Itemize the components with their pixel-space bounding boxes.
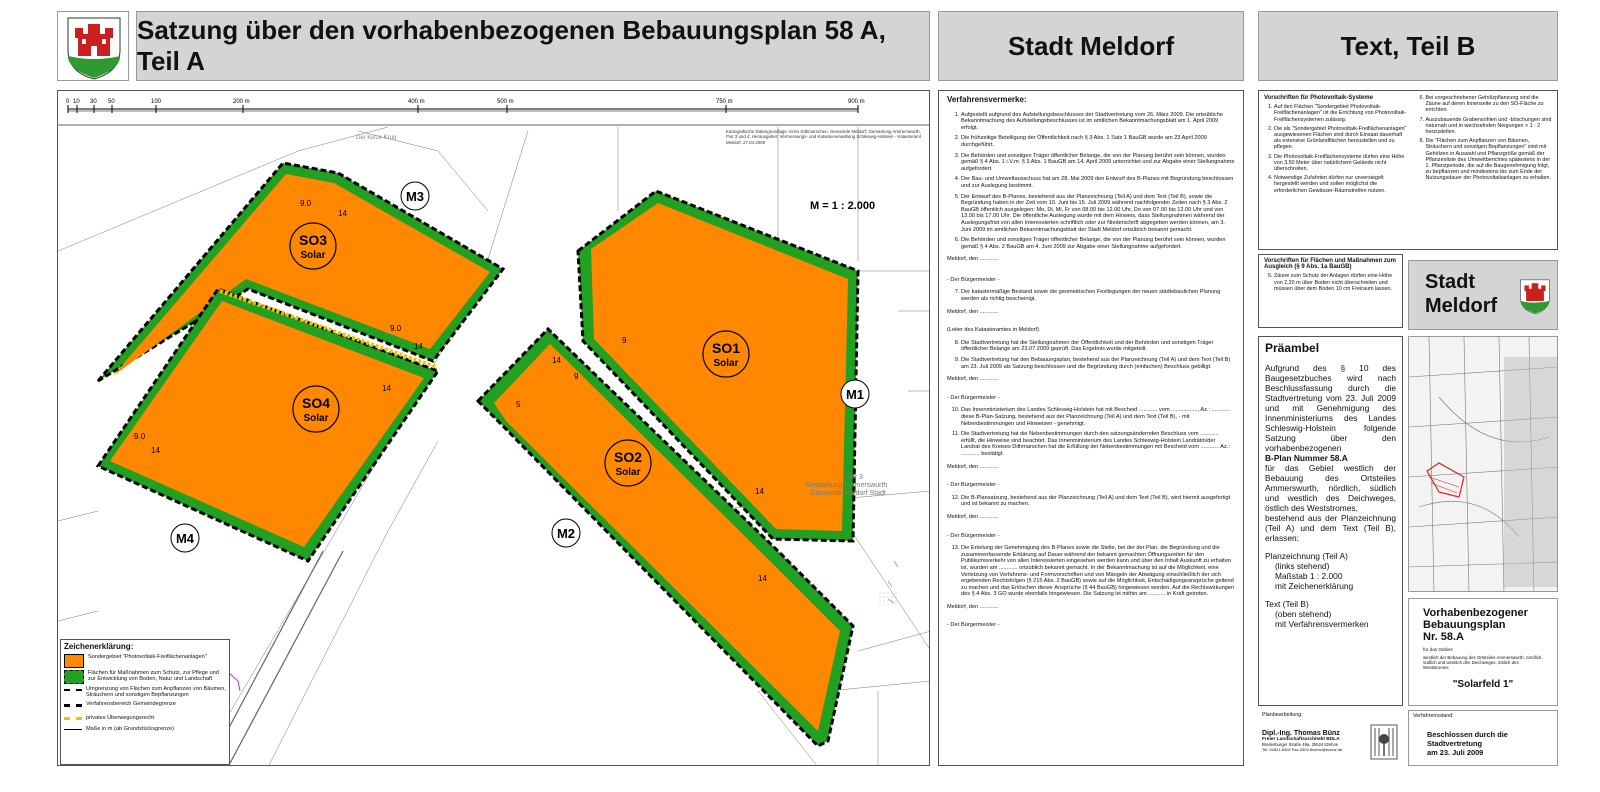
marker-label: M4 bbox=[175, 531, 195, 546]
legend-text: Maße in m (ab Grundstücksgrenze) bbox=[86, 725, 174, 732]
main-title: Satzung über den vorhabenbezogenen Bebauungsplan 58 A, Teil A bbox=[137, 15, 886, 76]
verfahrensstand-line: Beschlossen durch die bbox=[1427, 730, 1508, 739]
verfahrensstand-label: Verfahrensstand: bbox=[1413, 713, 1454, 719]
city-line2: Meldorf bbox=[1425, 295, 1498, 317]
dimension-label: 9 bbox=[622, 336, 627, 345]
signature-role: - Der Bürgermeister - bbox=[947, 482, 1000, 489]
fuer-gebiet: für das Gebiet: bbox=[1423, 647, 1454, 652]
dimension-label: 14 bbox=[755, 487, 764, 496]
textb-panel bbox=[1258, 90, 1558, 250]
coat-of-arms-box bbox=[57, 11, 129, 81]
praeambel-plan: B-Plan Nummer 58.A bbox=[1265, 453, 1348, 463]
scale-tick: 100 bbox=[151, 99, 162, 105]
verfahren-text: Die Stadtvertretung hat den Bebauungsplan, bestehend aus der Planzeichnung (Teil A) und dem Text (Teil B) am 23. Juli 2009 als Satzung beschlossen und die Begründung durch (einfachen) Beschluss gebilligt. bbox=[961, 357, 1231, 370]
scale-tick: 10 bbox=[73, 99, 80, 105]
legend-swatch-boundary bbox=[64, 704, 82, 713]
praeambel-panel bbox=[1258, 336, 1403, 706]
verfahren-item: 4. Der Bau- und Umweltausschuss hat am 28. Mai 2009 den Entwurf des B-Planes mit Begründung beschlossen und zur Auslegung bestimmt. bbox=[961, 176, 1235, 189]
planner-name: Dipl.-Ing. Thomas Bünz bbox=[1262, 730, 1340, 737]
marker-m3 bbox=[401, 182, 429, 210]
ausgleich-panel bbox=[1258, 254, 1403, 328]
textb-item: 6. Bei vorgeschriebener Gehölzpflanzung sind die Zäune auf deren Innenseite zu den SO-Fläche zu errichten. bbox=[1425, 95, 1552, 114]
flur-line: Flur 3 bbox=[845, 474, 863, 481]
dimension-label: 14 bbox=[758, 574, 767, 583]
verfahren-item bbox=[947, 494, 1235, 539]
flur-line: Gemarkung Ammerswurth bbox=[806, 482, 888, 489]
signature-date: Meldorf, den ............ bbox=[947, 308, 999, 315]
legend-item bbox=[64, 715, 226, 724]
city-line1: Stadt bbox=[1425, 271, 1475, 293]
dimension-label: 14 bbox=[552, 356, 561, 365]
verfahren-text: Die B-Plansatzung, bestehend aus der Planzeichnung (Teil A) und dem Text (Teil B), wird hiermit ausgefertigt und ist bekannt zu machen. bbox=[961, 494, 1231, 508]
marker-m1 bbox=[841, 380, 869, 408]
city-title-box bbox=[938, 11, 1244, 81]
zone-so3 bbox=[290, 223, 336, 269]
planner-box bbox=[1258, 710, 1403, 766]
legend-text: Umgrenzung von Flächen zum Anpflanzen von Bäumen, Sträuchern und sonstigen Bepflanzungen bbox=[86, 686, 226, 699]
verfahren-text: Die Stadtvertretung hat die Nebenbestimmungen durch den satzungsändernden Beschluss vom ............ erfüllt, die Hinweise sind beachtet. Das Innenministerium des Landes Schleswig-Holstein Landrätin/der Landrat des Kreises Dithmarschen hat die Erfüllung der Nebenbestimmungen mit Bescheid vom ............ Az.: ............ bestätigt. bbox=[961, 431, 1230, 457]
praeambel-body3: bestehend aus der Planzeichnung (Teil A) und dem Text (Teil B), erlassen: bbox=[1265, 513, 1396, 543]
coat-of-arms-icon bbox=[1515, 271, 1555, 321]
zone-code: SO1 bbox=[711, 340, 741, 356]
legend-swatch-easement bbox=[64, 717, 82, 724]
signature-date: Meldorf, den ............ bbox=[947, 513, 999, 520]
praeambel-part-a-line: Maßstab 1 : 2.000 bbox=[1275, 571, 1343, 581]
pv-heading: Vorschriften für Photovoltaik-Systeme bbox=[1264, 95, 1373, 101]
text-title-box bbox=[1258, 11, 1558, 81]
zone-code: SO2 bbox=[613, 449, 643, 465]
legend bbox=[60, 639, 230, 765]
scale-tick: 750 m bbox=[716, 99, 733, 105]
legend-item bbox=[64, 670, 226, 684]
legend-swatch-dimension bbox=[64, 729, 82, 734]
zone-code: SO4 bbox=[301, 395, 331, 411]
ausgleich-heading: Vorschriften für Flächen und Maßnahmen zum Ausgleich (§ 9 Abs. 1a BauGB) bbox=[1264, 258, 1396, 271]
plan-title-line: Nr. 58.A bbox=[1423, 631, 1464, 643]
verfahren-item: 8. Die Stadtvertretung hat die Stellungnahmen der Öffentlichkeit und der Behörden und sonstigen Träger öffentlicher Belange am 23.07.2009 geprüft. Das Ergebnis wurde mitgeteilt. bbox=[961, 340, 1235, 353]
dimension-label: 14 bbox=[382, 384, 391, 393]
praeambel-part-b-line: mit Verfahrensvermerken bbox=[1275, 619, 1369, 629]
marker-m4 bbox=[171, 524, 199, 552]
legend-swatch-solar bbox=[64, 654, 84, 668]
flur-line: Gemeinde Meldorf Stadt bbox=[810, 490, 886, 497]
verfahren-panel bbox=[938, 90, 1244, 766]
verfahrensstand-line: Stadtvertretung bbox=[1427, 739, 1483, 748]
textb-item: 8. Die "Flächen zum Anpflanzen von Bäumen, Sträuchern und sonstigen Bepflanzungen" sind mit Gehölzen in Auswahl und Pflanzgröße gemäß der Pflanzenliste des Umweltberichtes spätestens in der 1. Pflanzperiode, die auf die Baugenehmigung folgt, zu bepflanzen und mindestens bis zum Ende der Nutzungsdauer der Photovoltaikanlagen zu erhalten. bbox=[1425, 138, 1552, 181]
praeambel-part-b-line: (oben stehend) bbox=[1275, 609, 1332, 619]
legend-item bbox=[64, 701, 226, 713]
zone-so1 bbox=[703, 331, 749, 377]
zone-code: SO3 bbox=[298, 232, 328, 248]
verfahren-heading: Verfahrensvermerke: bbox=[947, 95, 1027, 104]
scale-tick: 50 bbox=[108, 99, 115, 105]
legend-text: Flächen für Maßnahmen zum Schutz, zur Pflege und zur Entwicklung von Boden, Natur und Landschaft bbox=[88, 670, 219, 683]
legend-item bbox=[64, 654, 226, 668]
verfahren-item: 10. Das Innenministerium des Landes Schleswig-Holstein hat mit Bescheid ............ vom ................., Az.: ............ diese B-Plan-Satzung, bestehend aus der Planzeichnung (Teil A) und dem Text (Teil B), - mit Nebenbestimmungen und Hinweisen - genehmigt. bbox=[961, 407, 1235, 427]
dimension-label: 9.0 bbox=[134, 432, 146, 441]
scale-tick: 500 m bbox=[497, 99, 514, 105]
planner-logo-icon bbox=[1370, 724, 1398, 760]
main-title-box bbox=[136, 11, 930, 81]
signature-role: - Der Bürgermeister - bbox=[947, 394, 1000, 401]
dimension-label: 9.0 bbox=[300, 199, 312, 208]
verfahren-text: Die Erteilung der Genehmigung des B-Planes sowie die Stelle, bei der der Plan, die Begründung und die zusammenfassende Erklärung auf Dauer während der bekannt gemachten Öffnungszeiten für den Publikumsverkehr von allen Interessierten eingesehen werden kann und über den Inhalt Auskunft zu erhalten ist, wurden am ............ ortsüblich bekannt gemacht. In der Bekanntmachung ist auf die Möglichkeit, eine Verletzung von Verfahrens- und Formvorschriften und von Mängeln der Abwägung einschließlich der sich ergebenden Rechtsfolgen (§ 215 Abs. 2 BauGB) sowie auf die Möglichkeit, Entschädigungsansprüche geltend zu machen und das Erlöschen dieser Ansprüche (§ 44 BauGB) hingewiesen worden. Auf die Rechtswirkungen des § 4 Abs. 3 GO wurde ebenfalls hingewiesen. Die Satzung ist mithin am ........... in Kraft getreten. bbox=[961, 545, 1235, 598]
verfahren-item: 5. Der Entwurf des B-Planes, bestehend aus der Planzeichnung (Teil A) und dem Text (Teil B), sowie die Begründung haben in der Zeit vom 10. Juni bis 15. Juli 2009 während nachfolgender Zeiten nach § 3 Abs. 2 BauGB öffentlich ausgelegen: Mo, Di, Mi, Fr von 08.00 bis 12.00 Uhr, Do von 07.00 bis 12.00 Uhr und von 13.00 bis 17.00 Uhr. Die öffentliche Auslegung wurde mit dem Hinweis, dass Stellungnahmen während der Auslegungsfrist von allen Interessierten schriftlich oder zur Niederschrift abgegeben werden können, am 3. Juni 2009 im amtlichen Bekanntmachungsblatt der Stadt Meldorf ortsüblich bekannt gemacht. bbox=[961, 194, 1235, 234]
verfahren-item: 2. Die frühzeitige Beteiligung der Öffentlichkeit nach § 3 Abs. 1 Satz 1 BauGB wurde am 23 April 2009 durchgeführt. bbox=[961, 135, 1235, 148]
signature-role: (Leiter des Katasteramtes in Meldorf) bbox=[947, 327, 1040, 334]
signature-date: Meldorf, den ............ bbox=[947, 376, 999, 383]
source-note: Kartografische Datengrundlage: Kreis Dithmarschen, Gemeinde Meldorf, Gemarkung Ammerswurth, Flur 3 und 4; Herausgeber: Vermessungs- und Katasterverwaltung Schleswig-Holstein - Katasteramt Meldorf, 27.04.2009 bbox=[726, 129, 921, 145]
legend-swatch-buffer bbox=[64, 670, 84, 684]
coat-of-arms-icon bbox=[58, 12, 130, 82]
scale-tick: 200 m bbox=[233, 99, 250, 105]
legend-item bbox=[64, 686, 226, 699]
marker-label: M3 bbox=[405, 189, 425, 204]
pv-item: 4. Notwendige Zufahrten dürfen nur unversiegelt hergestellt werden und sollen möglichst die erforderlichen Gewässer-Räumstreifen nutzen. bbox=[1274, 175, 1407, 194]
dimension-label: 9.0 bbox=[390, 324, 402, 333]
signature-date: Meldorf, den ............ bbox=[947, 256, 999, 263]
legend-item bbox=[64, 726, 226, 734]
verfahren-text: Der katastermäßige Bestand sowie die geometrischen Festlegungen der neuen städtebaulichen Planung werden als richtig bescheinigt. bbox=[961, 289, 1221, 303]
scale-tick: 900 m bbox=[848, 99, 865, 105]
dimension-label: 9 bbox=[574, 372, 579, 381]
verfahren-item bbox=[947, 289, 1235, 334]
praeambel-heading: Präambel bbox=[1265, 341, 1320, 355]
zone-so4 bbox=[293, 386, 339, 432]
city-title: Stadt Meldorf bbox=[1007, 30, 1175, 61]
verfahrensstand-box bbox=[1408, 710, 1558, 766]
verfahrensstand-line: am 23. Juli 2009 bbox=[1427, 748, 1484, 757]
plan-title-line: Bebauungsplan bbox=[1423, 619, 1506, 631]
dimension-label: 5 bbox=[516, 400, 521, 409]
legend-text: Sondergebiet "Photovoltaik-Freiflächenanlagen" bbox=[88, 654, 207, 660]
gebiet-text: westlich der Bebauung des Ortsteiles Ammerswurth, nördlich, südlich und westlich des Deichweges, östlich des Weststromes bbox=[1423, 655, 1543, 671]
praeambel-part-b: Text (Teil B) bbox=[1265, 599, 1309, 609]
signature-date: Meldorf, den ............ bbox=[947, 463, 999, 470]
signature-role: - Der Bürgermeister - bbox=[947, 276, 1000, 283]
planbearbeitung-label: Planbearbeitung: bbox=[1262, 712, 1303, 718]
marker-label: M1 bbox=[845, 387, 865, 402]
zone-label: Solar bbox=[615, 467, 641, 478]
praeambel-part-a-line: mit Zeichenerklärung bbox=[1275, 581, 1354, 591]
zone-label: Solar bbox=[303, 413, 329, 424]
praeambel-body: Aufgrund des § 10 des Baugesetzbuches wird nach Beschlussfassung durch die Stadtvertretung vom 23. Juli 2009 und mit Genehmigung des Innenministeriums des Landes Schleswig-Holstein folgende Satzung über den vorhabenbezogenen bbox=[1265, 363, 1396, 453]
verfahren-item bbox=[947, 237, 1235, 283]
legend-title: Zeichenerklärung: bbox=[64, 642, 134, 651]
pv-item: 3. Die Photovoltaik-Freiflächensysteme dürfen eine Höhe von 3,50 Meter über natürlichem Gelände nicht überschreiten. bbox=[1274, 154, 1407, 173]
praeambel-part-a: Planzeichnung (Teil A) bbox=[1265, 551, 1348, 561]
verfahren-item: 3. Die Behörden und sonstigen Träger öffentlicher Belange, die von der Planung berührt sein können, wurden gemäß § 4 Abs. 1 i.V.m. § 3 Abs. 1 BauGB am 14. April 2009 unterrichtet und zur Abgabe einer Stellungnahme aufgefordert. bbox=[961, 153, 1235, 173]
pv-item: 1. Auf den Flächen "Sondergebiet Photovoltaik-Freiflächenanlagen" ist die Errichtung von Photovoltaik-Freiflächensystemen zulässig. bbox=[1274, 104, 1407, 123]
scale-text: M = 1 : 2.000 bbox=[810, 200, 876, 212]
pv-item: 2. Die als "Sondergebiet Photovoltaik-Freiflächenanlagen" ausgewiesenen Flächen sind durch Einsaat dauerhaft als extensive Grünlandflächen herzustellen und zu pflegen. bbox=[1274, 126, 1407, 151]
scale-bar bbox=[66, 99, 865, 113]
verfahren-item bbox=[947, 357, 1235, 401]
planner-contact: Tel. 04821-8302 Fax-5303 tbuenz@buenz.de bbox=[1262, 747, 1343, 752]
verfahren-text: Die Behörden und sonstigen Träger öffentlicher Belange, die von der Planung berührt sein können, wurden gemäß § 4 Abs. 2 BauGB am 4. Juni 2009 zur Abgabe einer Stellungnahme aufgefordert. bbox=[961, 237, 1226, 250]
overview-map bbox=[1408, 336, 1558, 592]
dimension-label: 14 bbox=[414, 342, 423, 351]
zone-label: Solar bbox=[300, 250, 326, 261]
signature-role: - Der Bürgermeister - bbox=[947, 622, 1000, 629]
plan-title-line: Vorhabenbezogener bbox=[1423, 607, 1528, 619]
legend-text: Verfahrensbereich Gemeindegrenze bbox=[86, 700, 176, 707]
legend-text: privates Überwegungsrecht bbox=[86, 714, 155, 721]
planner-address: Breitenburger Straße 49a, 25524 Itzehoe bbox=[1262, 742, 1339, 747]
project-name: "Solarfeld 1" bbox=[1452, 678, 1514, 690]
scale-tick: 30 bbox=[90, 99, 97, 105]
verfahren-item bbox=[947, 545, 1235, 629]
praeambel-part-a-line: (links stehend) bbox=[1275, 561, 1330, 571]
signature-date: Meldorf, den ............ bbox=[947, 603, 999, 610]
planner-role: Freier Landschaftsarchitekt BDLA bbox=[1262, 737, 1340, 742]
legend-swatch-planting bbox=[64, 689, 82, 697]
verfahren-item bbox=[947, 431, 1235, 489]
scale-tick: 0 bbox=[66, 99, 70, 105]
dimension-label: 14 bbox=[151, 446, 160, 455]
plan-title-box bbox=[1408, 598, 1558, 706]
textb-item: 7. Auszubauende Grabensohlen und -böschungen sind naturnah und in wechselnden Neigungen > 1 : 2 herzustellen. bbox=[1425, 117, 1552, 136]
verfahren-item: 1. Aufgestellt aufgrund des Aufstellungsbeschlusses der Stadtvertretung vom 26. März 2009. Die ortsübliche Bekanntmachung des Aufstellungsbeschlusses ist im amtlichen Bekanntmachungsblatt am 1. April 2009 erfolgt. bbox=[961, 112, 1235, 132]
city-box bbox=[1408, 260, 1558, 330]
marker-label: M2 bbox=[556, 526, 576, 541]
marker-m2 bbox=[552, 519, 580, 547]
ausgleich-item: 5. Zäune zum Schutz der Anlagen dürfen eine Höhe von 2,20 m über Boden nicht überschreiten und müssen über dem Boden 10 cm Freiraum lassen. bbox=[1274, 273, 1397, 292]
dimension-label: 14 bbox=[338, 209, 347, 218]
scale-tick: 400 m bbox=[408, 99, 425, 105]
place-label: Der kurze Krug bbox=[356, 135, 397, 141]
text-title: Text, Teil B bbox=[1340, 30, 1476, 61]
zone-label: Solar bbox=[713, 358, 739, 369]
signature-role: - Der Bürgermeister - bbox=[947, 532, 1000, 539]
zone-so2 bbox=[605, 440, 651, 486]
map-panel bbox=[57, 90, 930, 766]
praeambel-body2: für das Gebiet westlich der Bebauung des Ortsteiles Ammerswurth, nördlich, südlich und westlich des Deichweges, östlich des Weststromes, bbox=[1265, 463, 1396, 513]
overview-map-drawing bbox=[1409, 337, 1558, 592]
